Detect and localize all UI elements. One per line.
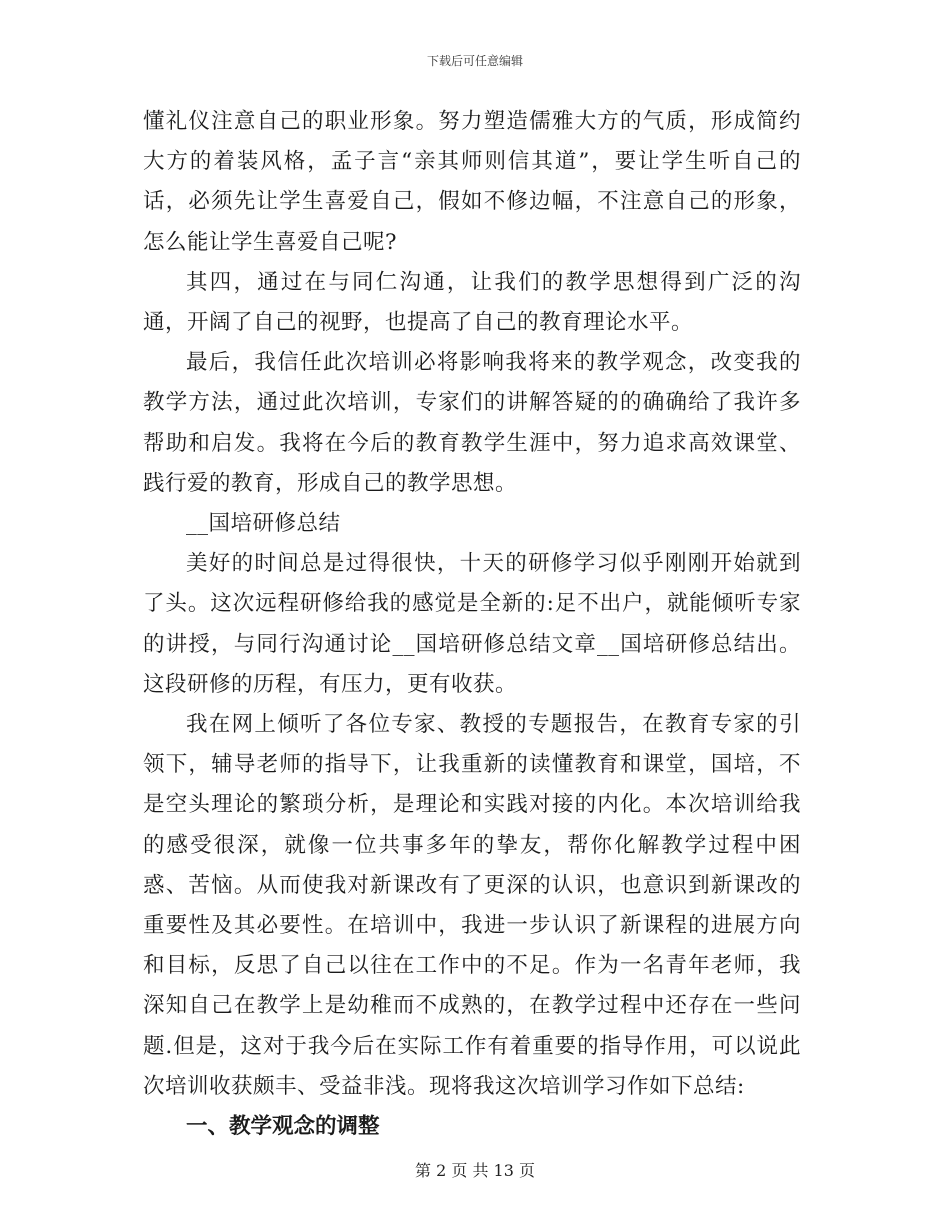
paragraph-continuation: 懂礼仪注意自己的职业形象。努力塑造儒雅大方的气质，形成简约大方的着装风格，孟子言“亲其师则信其道”，要让学生听自己的话，必须先让学生喜爱自己，假如不修边幅，不注意自己的形象，怎么能让学生喜爱自己呢? (143, 109, 801, 255)
paragraph-finally: 最后，我信任此次培训必将影响我将来的教学观念，改变我的教学方法，通过此次培训，专家们的讲解答疑的的确确给了我许多帮助和启发。我将在今后的教育教学生涯中，努力追求高效课堂、践行爱的教育，形成自己的教学思想。 (143, 350, 801, 496)
page-header: 下载后可任意编辑 (426, 54, 523, 68)
document-body (143, 102, 801, 1147)
page-footer: 第 2 页 共 13 页 (415, 1161, 535, 1180)
paragraph-experience: 我在网上倾听了各位专家、教授的专题报告，在教育专家的引领下，辅导老师的指导下，让我重新的读懂教育和课堂，国培，不是空头理论的繁琐分析，是理论和实践对接的内化。本次培训给我的感受很深，就像一位共事多年的挚友，帮你化解教学过程中困惑、苦恼。从而使我对新课改有了更深的认识，也意识到新课改的重要性及其必要性。在培训中，我进一步认识了新课程的进展方向和目标，反思了自己以往在工作中的不足。作为一名青年老师，我深知自己在教学上是幼稚而不成熟的，在教学过程中还存在一些问题.但是，这对于我今后在实际工作有着重要的指导作用，可以说此次培训收获颇丰、受益非浅。现将我这次培训学习作如下总结: (143, 712, 801, 1099)
paragraph-point-four: 其四，通过在与同仁沟通，让我们的教学思想得到广泛的沟通，开阔了自己的视野，也提高了自己的教育理论水平。 (143, 269, 801, 336)
paragraph-intro: 美好的时间总是过得很快，十天的研修学习似乎刚刚开始就到了头。这次远程研修给我的感觉是全新的:足不出户，就能倾听专家的讲授，与同行沟通讨论__国培研修总结文章__国培研修总结出。这段研修的历程，有压力，更有收获。 (143, 551, 801, 697)
section-title: __国培研修总结 (186, 511, 341, 537)
subheading: 一、教学观念的调整 (186, 1114, 380, 1140)
